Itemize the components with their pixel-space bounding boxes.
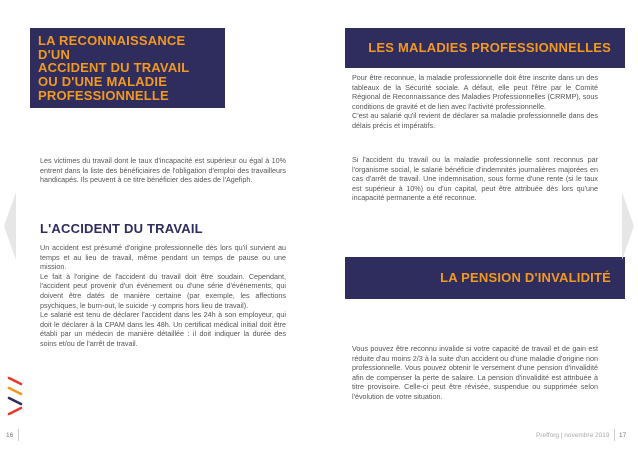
maladies-heading-box xyxy=(345,28,625,68)
right-page xyxy=(319,0,638,453)
pension-heading-box xyxy=(345,257,625,299)
left-page-number: 16 xyxy=(6,432,14,439)
right-page-number: 17 xyxy=(619,432,627,439)
left-heading-line-1: LA RECONNAISSANCE D'UN xyxy=(38,33,186,62)
next-page-arrow-icon[interactable] xyxy=(622,192,634,260)
brand-logo-icon xyxy=(6,376,24,420)
left-heading-line-4: PROFESSIONNELLE xyxy=(38,87,169,103)
previous-page-arrow-icon[interactable] xyxy=(4,192,16,260)
indemnisation-paragraph: Si l'accident du travail ou la maladie professionnelle sont reconnus par l'organisme social, le salarié bénéficie d'indemnités journalières majorées en cas d'arrêt de travail. Une indemnisation, sous forme d'une rente (si le taux est supérieur à 10%) ou d'un capital, peut être attribuée dès lors qu'une incapacité permanente a été reconnue. xyxy=(352,155,598,203)
pension-body xyxy=(352,344,598,402)
left-heading-box xyxy=(30,28,225,108)
left-heading-line-2: ACCIDENT DU TRAVAIL xyxy=(38,60,190,76)
left-intro-text: Les victimes du travail dont le taux d'incapacité est supérieur ou égal à 10% entrent dans la liste des bénéficiaires de l'obligation d'emploi des travailleurs handicapés. Ils peuvent à ce titre bénéficier des aides de l'Agefiph. xyxy=(40,156,286,185)
accident-paragraph-1: Un accident est présumé d'origine professionnelle dès lors qu'il survient au temps et au lieu de travail, même pendant un temps de pause ou une mission. xyxy=(40,243,286,272)
maladies-paragraph-2: C'est au salarié qu'il revient de déclarer sa maladie professionnelle dans des délais précis et impératifs. xyxy=(352,111,598,130)
left-footer-divider xyxy=(18,429,19,441)
maladies-body xyxy=(352,73,598,131)
footer-text: Prefforg | novembre 2019 xyxy=(536,432,610,439)
left-intro-paragraph xyxy=(40,156,286,185)
right-footer-divider xyxy=(614,429,615,441)
maladies-paragraph-1: Pour être reconnue, la maladie professionnelle doit être inscrite dans un des tableaux de la Sécurité sociale. A défaut, elle peut l'être par le Comité Régional de Reconnaissance des Maladies Professionnelles (CRRMP), sous conditions de gravité et de lien avec l'activité professionnelle. xyxy=(352,73,598,111)
accident-body xyxy=(40,243,286,349)
pension-paragraph: Vous pouvez être reconnu invalide si votre capacité de travail et de gain est réduite d'au moins 2/3 à la suite d'un accident ou d'une maladie d'origine non professionnelle. Vous pouvez obtenir le versement d'une pension d'invalidité afin de compenser la perte de salaire. La pension d'invalidité est attribuée à titre provisoire. Celle-ci peut être révisée, suspendue ou supprimée selon l'évolution de votre situation. xyxy=(352,344,598,401)
left-heading-line-3: OU D'UNE MALADIE xyxy=(38,73,168,89)
maladies-heading: LES MALADIES PROFESSIONNELLES xyxy=(368,40,611,56)
indemnisation-body xyxy=(352,155,598,203)
accident-paragraph-2: Le fait à l'origine de l'accident du travail doit être soudain. Cependant, l'accident peut provenir d'un événement ou d'une série d'événements, qui doivent être datés de manière certaine (par exemple, les affections psychiques, le burn-out, le suicide -y compris hors lieu de travail). xyxy=(40,271,286,310)
pension-heading: LA PENSION D'INVALIDITÉ xyxy=(440,270,611,286)
accident-heading: L'ACCIDENT DU TRAVAIL xyxy=(40,221,203,236)
accident-paragraph-3: Le salarié est tenu de déclarer l'accident dans les 24h à son employeur, qui doit le déclarer à la CPAM dans les 48h. Un certificat médical initial doit être établi par un médecin de manière détaillée : il doit indiquer la durée des soins et/ou de l'arrêt de travail. xyxy=(40,310,286,348)
